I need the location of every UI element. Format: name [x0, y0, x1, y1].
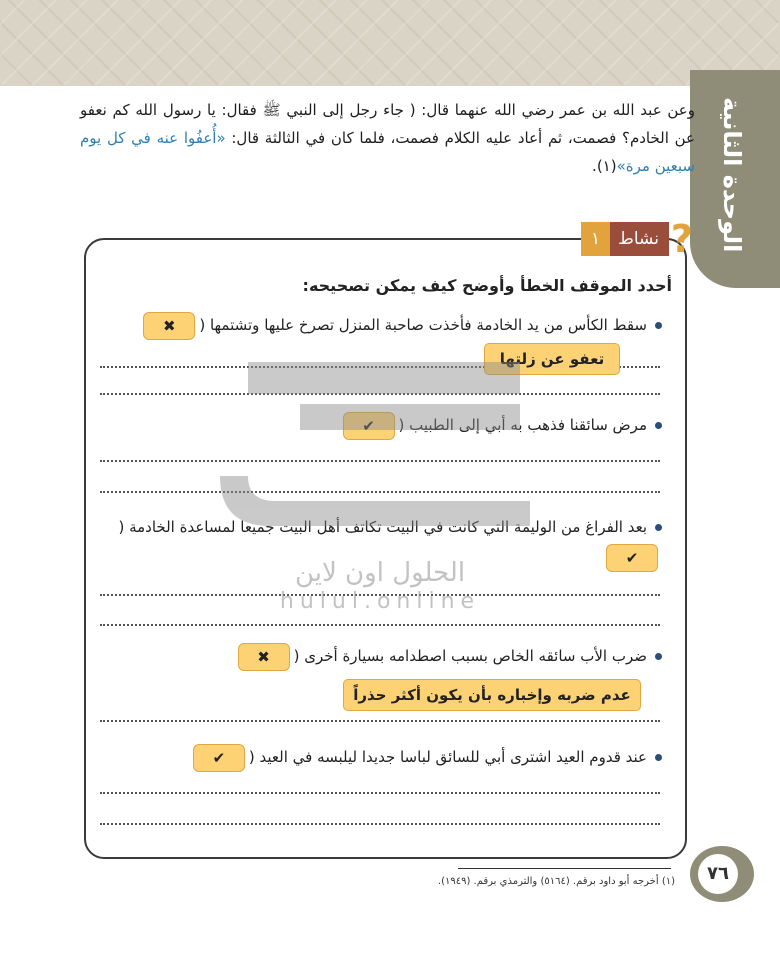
bullet-icon [655, 653, 662, 660]
footnote: (١) أخرجه أبو داود برقم. (٥١٦٤) والترمذي برقم. (١٩٤٩). [437, 876, 675, 887]
list-item [238, 641, 662, 671]
cross-mark-icon: ✖ [238, 643, 290, 671]
hadith-quote: «أُعفُوا عنه في كل يوم سبعين مرة» [80, 129, 695, 175]
list-item [193, 742, 662, 772]
answer-box: عدم ضربه وإخباره بأن يكون أكثر حذراً [343, 679, 641, 711]
intro-text: وعن عبد الله بن عمر رضي الله عنهما قال: ( جاء رجل إلى النبي ﷺ فقال: يا رسول الله كم نعفو عن الخادم؟ فصمت، ثم أعاد عليه الكلام فصمت، فلما كان في الثالثة قال: [80, 101, 696, 147]
page-number-badge [690, 846, 754, 902]
footnote-ref: (١). [592, 157, 617, 175]
list-item [102, 512, 662, 572]
page-number: ٧٦ [698, 854, 738, 894]
answer-line [100, 491, 660, 493]
check-mark-icon: ✔ [193, 744, 245, 772]
activity-badge [581, 217, 695, 261]
cross-mark-icon: ✖ [143, 312, 195, 340]
activity-label: نشاط [610, 222, 669, 256]
answer-line [100, 594, 660, 596]
list-item [143, 310, 662, 340]
item-text: ضرب الأب سائقه الخاص بسبب اصطدامه بسيارة أخرى ( [293, 647, 647, 665]
bullet-icon [655, 422, 662, 429]
answer-line [100, 720, 660, 722]
bullet-icon [655, 754, 662, 761]
answer-line [100, 823, 660, 825]
intro-paragraph [80, 96, 695, 180]
bullet-icon [655, 524, 662, 531]
footnote-divider [458, 868, 671, 869]
item-text: بعد الفراغ من الوليمة التي كانت في البيت تكاتف أهل البيت جميعا لمساعدة الخادمة ( [118, 518, 647, 536]
answer-line [100, 393, 660, 395]
unit-title: الوحدة الثانية [718, 97, 746, 253]
answer-line [100, 792, 660, 794]
watermark-arabic: الحلول اون لاين [294, 558, 466, 588]
item-text: مرض سائقنا فذهب به أبي إلى الطبيب ( [398, 416, 647, 434]
watermark-latin: hulul.online [279, 589, 481, 614]
bullet-icon [655, 322, 662, 329]
activity-number: ١ [581, 222, 610, 256]
answer-box: تعفو عن زلتها [484, 343, 620, 375]
activity-instruction: أحدد الموقف الخطأ وأوضح كيف يمكن تصحيحه: [302, 276, 672, 295]
question-mark-icon: ? [670, 217, 693, 261]
answer-line [100, 624, 660, 626]
list-item [343, 410, 662, 440]
decorative-banner [0, 0, 780, 86]
item-text: عند قدوم العيد اشترى أبي للسائق لباسا جديدا ليلبسه في العيد ( [248, 748, 647, 766]
check-mark-icon: ✔ [343, 412, 395, 440]
check-mark-icon: ✔ [606, 544, 658, 572]
item-text: سقط الكأس من يد الخادمة فأخذت صاحبة المنزل تصرخ عليها وتشتمها ( [199, 316, 647, 334]
answer-line [100, 460, 660, 462]
